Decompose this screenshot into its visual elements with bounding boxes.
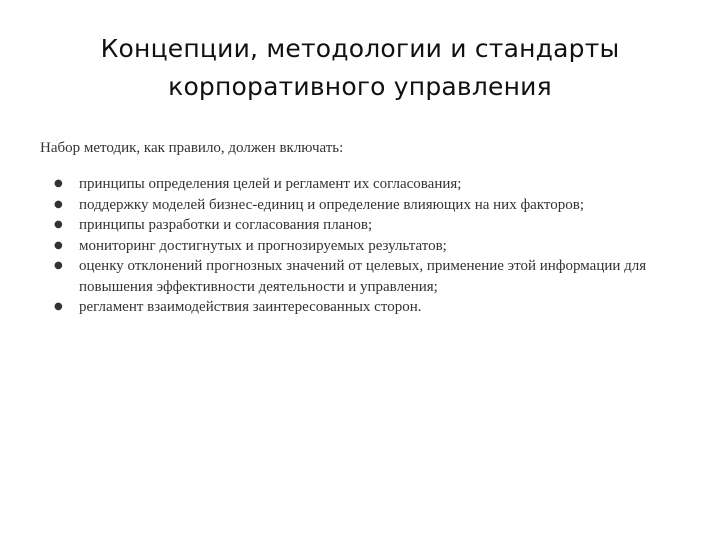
bullet-icon: ● xyxy=(54,260,63,271)
list-item-text: принципы разработки и согласования планов; xyxy=(79,217,373,233)
bullet-icon: ● xyxy=(54,219,63,230)
list-item xyxy=(40,195,680,216)
bullet-icon: ● xyxy=(54,198,63,210)
list-item xyxy=(40,256,680,297)
slide-title-line-2: корпоративного управления xyxy=(168,72,552,101)
list-item xyxy=(40,215,680,236)
list-item xyxy=(40,236,680,257)
slide-body xyxy=(40,138,680,318)
slide-title-line-1: Концепции, методологии и стандарты xyxy=(100,34,620,63)
intro-text: Набор методик, как правило, должен включать: xyxy=(40,140,344,156)
list-item-text: поддержку моделей бизнес-единиц и определение влияющих на них факторов; xyxy=(79,196,585,213)
bullet-icon: ● xyxy=(54,178,63,189)
bullet-list xyxy=(40,174,680,318)
list-item-text: оценку отклонений прогнозных значений от целевых, применение этой информации для повышения эффективности деятельности и управления; xyxy=(79,258,647,295)
list-item-text: принципы определения целей и регламент их согласования; xyxy=(79,176,462,192)
slide-title xyxy=(60,30,660,106)
bullet-icon: ● xyxy=(54,239,63,251)
list-item xyxy=(40,174,680,195)
list-item-text: регламент взаимодействия заинтересованных сторон. xyxy=(79,299,422,315)
list-item xyxy=(40,297,680,318)
list-item-text: мониторинг достигнутых и прогнозируемых результатов; xyxy=(79,237,447,254)
bullet-icon: ● xyxy=(54,301,63,312)
